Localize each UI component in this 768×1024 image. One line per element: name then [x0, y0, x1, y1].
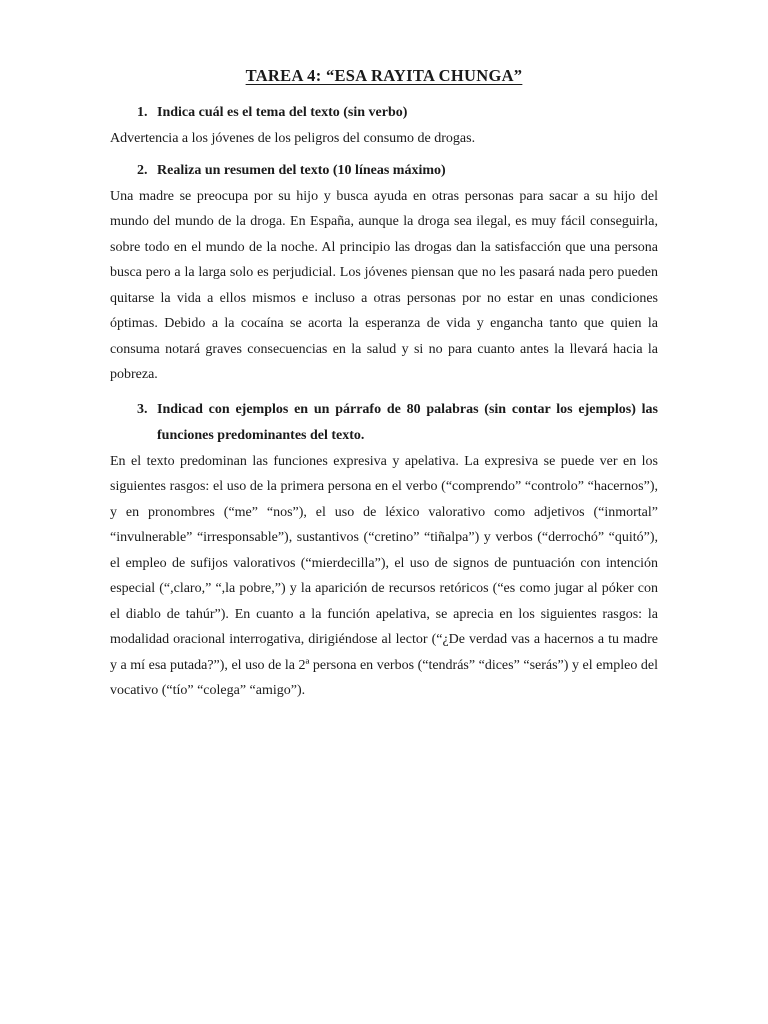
question-text: Realiza un resumen del texto (10 líneas máximo) — [157, 162, 446, 178]
question-text: Indica cuál es el tema del texto (sin verbo) — [157, 105, 408, 120]
question-number: 3. — [137, 401, 148, 417]
question-1 — [110, 100, 658, 126]
document-page — [110, 66, 658, 704]
question-3 — [110, 397, 658, 449]
document-title: TAREA 4: “ESA RAYITA CHUNGA” — [245, 66, 523, 85]
question-number: 2. — [137, 162, 148, 178]
question-number: 1. — [137, 105, 148, 120]
answer-3: En el texto predominan las funciones expresiva y apelativa. La expresiva se puede ver en los siguientes rasgos: el uso de la primera persona en el verbo (“comprendo” “controlo” “hacernos”), y en pronombres (“me” “nos”), el uso de léxico valorativo como adjetivos (“inmortal” “invulnerable” “irresponsable”), sustantivos (“cretino” “tiñalpa”) y verbos (“derrochó” “quitó”), el empleo de sufijos valorativos (“mierdecilla”), el uso de signos de puntuación con intención especial (“,claro,” “,la pobre,”) y la aparición de recursos retóricos (“es como jugar al póker con el diablo de tahúr”). En cuanto a la función apelativa, se aprecia en los siguientes rasgos: la modalidad oracional interrogativa, dirigiéndose al lector (“¿De verdad vas a hacernos a tu madre y a mí esa putada?”), el uso de la 2ª persona en verbos (“tendrás” “dices” “serás”) y el empleo del vocativo (“tío” “colega” “amigo”). — [110, 453, 658, 698]
answer-2: Una madre se preocupa por su hijo y busca ayuda en otras personas para sacar a su hijo del mundo del mundo de la droga. En España, aunque la droga sea ilegal, es muy fácil conseguirla, sobre todo en el mundo de la noche. Al principio las drogas dan la satisfacción que una persona busca pero a la larga solo es perjudicial. Los jóvenes piensan que no les pasará nada pero pueden quitarse la vida a ellos mismos e incluso a otras personas por no estar en unas condiciones óptimas. Debido a la cocaína se acorta la esperanza de vida y engancha tanto que quien la consuma notará graves consecuencias en la salud y si no para cuanto antes la llevará hacia la pobreza. — [110, 188, 658, 382]
question-text: Indicad con ejemplos en un párrafo de 80 palabras (sin contar los ejemplos) las funciones predominantes del texto. — [157, 401, 658, 443]
answer-1: Advertencia a los jóvenes de los peligros del consumo de drogas. — [110, 131, 476, 146]
question-2 — [110, 158, 658, 184]
